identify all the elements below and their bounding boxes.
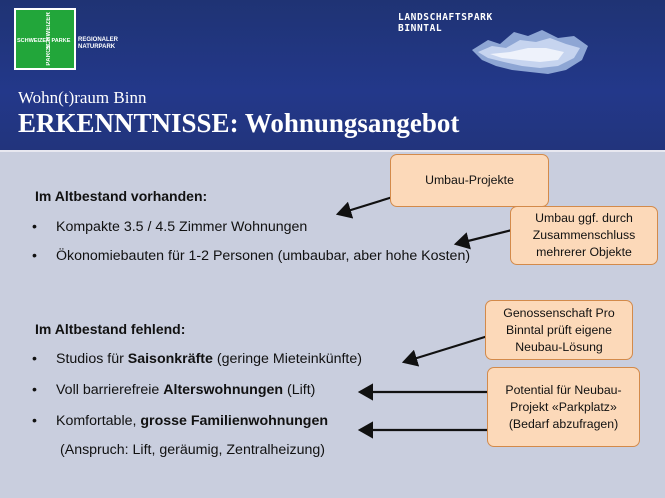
page-title: ERKENNTNISSE: Wohnungsangebot [18,108,460,138]
park-name-line1: LANDSCHAFTSPARK [398,12,493,23]
bullet-text-start: Voll barrierefreie [56,382,164,398]
bullet-text: Ökonomiebauten für 1-2 Personen (umbaubar, aber hohe Kosten) [56,248,471,264]
arrow-genossenschaft [404,336,488,362]
bullet-text-bold: Alterswohnungen [163,382,284,398]
park-name-line2: BINNTAL [398,23,443,34]
callout-parkplatz: Potential für Neubau-Projekt «Parkplatz» (Bedarf abzufragen) [487,367,640,447]
arrow-umbau-projekte [338,196,396,214]
section-heading-vorhanden: Im Altbestand vorhanden: [35,188,208,204]
page-subtitle: Wohn(t)raum Binn [18,88,147,107]
bullet-dot: • [32,219,37,235]
bullet-text-start: Studios für [56,351,128,367]
logo-vertical-text-bottom: PARCS [46,44,52,66]
bullet-text-end: (geringe Mieteinkünfte) [212,351,362,367]
bullet-dot: • [32,351,37,367]
regional-line1: REGIONALER [78,37,119,43]
regional-line2: NATURPARK [78,44,116,50]
bullet-text-bold: Saisonkräfte [127,351,213,367]
section-heading-fehlend: Im Altbestand fehlend: [35,321,186,337]
bullet-dot: • [32,413,37,429]
bullet-text-start: Komfortable, [56,413,141,429]
bullet-text-bold: grosse Familienwohnungen [140,413,329,429]
arrow-zusammenschluss [456,230,512,244]
callout-genossenschaft: Genossenschaft Pro Binntal prüft eigene Neubau-Lösung [485,300,633,360]
bullet-text-end: (Lift) [283,382,316,398]
requirements-note: (Anspruch: Lift, geräumig, Zentralheizung) [60,442,325,458]
logo-horizontal-text: SCHWEIZER PARKE [17,38,71,44]
bullet-text: Kompakte 3.5 / 4.5 Zimmer Wohnungen [56,219,308,235]
bullet-dot: • [32,248,37,264]
callout-umbau-projekte: Umbau-Projekte [390,154,549,207]
logo-vertical-text-top: SCHWEIZER [46,12,52,50]
callout-zusammenschluss: Umbau ggf. durch Zusammenschluss mehrerer Objekte [510,206,658,265]
bullet-dot: • [32,382,37,398]
